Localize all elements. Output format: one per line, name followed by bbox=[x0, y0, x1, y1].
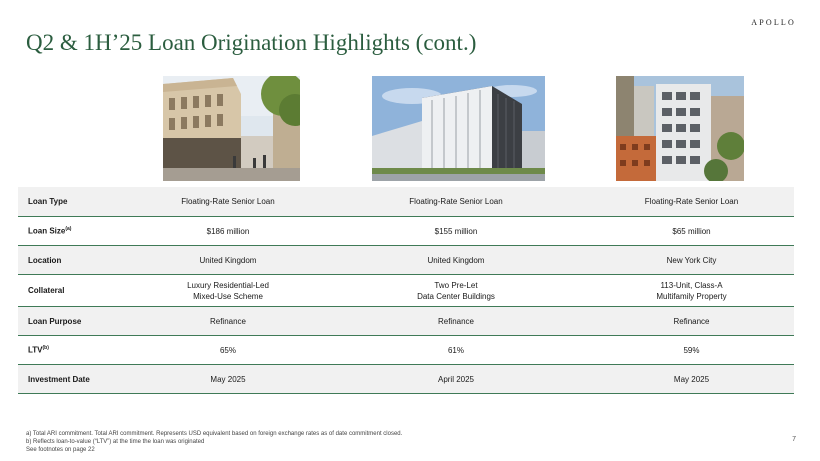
table-cell: May 2025 bbox=[673, 374, 710, 384]
row-label: Location bbox=[28, 255, 62, 265]
table-cell: $186 million bbox=[206, 226, 250, 236]
table-cell: 59% bbox=[683, 345, 700, 355]
data-center-building-photo bbox=[372, 76, 545, 181]
table-cell: 113-Unit, Class-A Multifamily Property bbox=[656, 280, 727, 301]
table-cell: Two Pre-Let Data Center Buildings bbox=[417, 280, 495, 301]
footnote-see-page: See footnotes on page 22 bbox=[26, 447, 95, 453]
table-cell: April 2025 bbox=[437, 374, 475, 384]
table-row-location bbox=[18, 246, 794, 275]
row-label: LTV$^{(b)}$ bbox=[28, 345, 49, 355]
table-row-ltv bbox=[18, 336, 794, 365]
table-cell: Floating-Rate Senior Loan bbox=[409, 197, 503, 206]
page-number: 7 bbox=[792, 436, 796, 443]
table-cell: 61% bbox=[447, 345, 464, 355]
table-cell: New York City bbox=[666, 255, 717, 265]
table-cell: Luxury Residential-Led Mixed-Use Scheme bbox=[187, 280, 269, 301]
table-row-loan-size bbox=[18, 217, 794, 246]
table-cell: 65% bbox=[219, 345, 236, 355]
new-york-multifamily-building-photo bbox=[616, 76, 744, 181]
table-cell: United Kingdom bbox=[199, 255, 257, 265]
footnote-b: b) Reflects loan-to-value (“LTV”) at the time the loan was originated bbox=[26, 439, 205, 445]
footnote-a: a) Total ARI commitment. Total ARI commitment. Represents USD equivalent based on foreign exchange rates as of date commitment closed. bbox=[26, 431, 403, 437]
table-cell: Refinance bbox=[209, 316, 247, 326]
table-cell: Floating-Rate Senior Loan bbox=[181, 197, 275, 206]
table-cell: $65 million bbox=[672, 226, 711, 236]
row-label: Collateral bbox=[28, 286, 65, 295]
table-cell: United Kingdom bbox=[427, 255, 485, 265]
table-row-investment-date bbox=[18, 365, 794, 394]
row-label: Loan Type bbox=[28, 197, 68, 206]
loan-details-table bbox=[18, 187, 794, 394]
table-row-collateral bbox=[18, 275, 794, 307]
table-cell: May 2025 bbox=[210, 374, 246, 384]
table-cell: Floating-Rate Senior Loan bbox=[644, 197, 739, 206]
table-cell: $155 million bbox=[434, 226, 478, 236]
row-label: Loan Purpose bbox=[28, 316, 82, 326]
row-label: Investment Date bbox=[28, 374, 90, 384]
apollo-logo: APOLLO bbox=[751, 18, 796, 27]
table-row-loan-type bbox=[18, 187, 794, 217]
london-mixed-use-building-photo bbox=[163, 76, 300, 181]
table-cell: Refinance bbox=[437, 316, 475, 326]
table-row-loan-purpose bbox=[18, 307, 794, 336]
row-label: Loan Size$^{(a)}$ bbox=[28, 226, 72, 236]
page-title: Q2 & 1H’25 Loan Origination Highlights (cont.) bbox=[26, 30, 477, 55]
table-cell: Refinance bbox=[673, 316, 710, 326]
